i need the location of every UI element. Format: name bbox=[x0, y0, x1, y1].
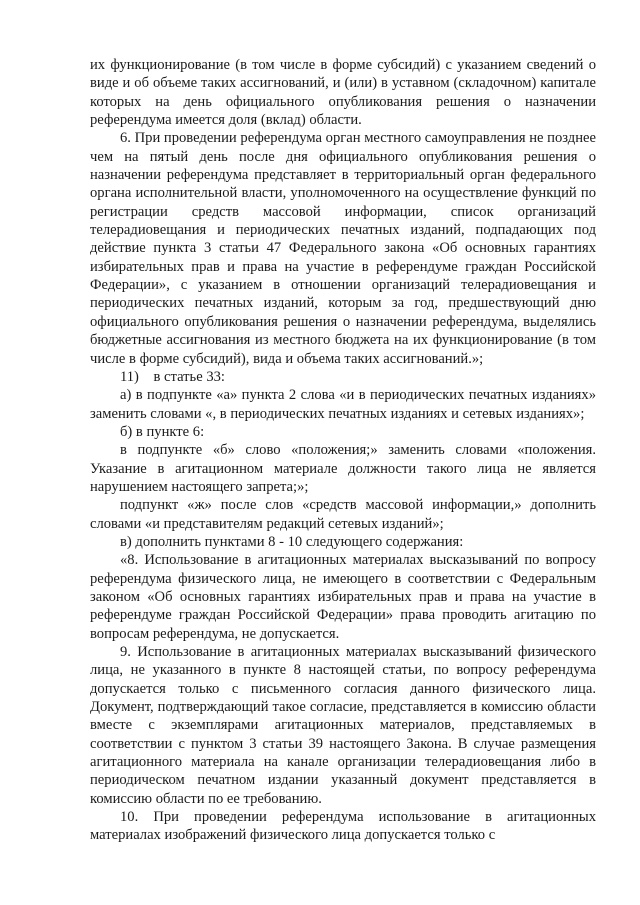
paragraph-new-item-9: 9. Использование в агитационных материалах высказываний физического лица, не указанного в пункте 8 настоящей статьи, по вопросу референдума допускается только с письменного согласия данного физического лица. Документ, подтверждающий такое согласие, представляется в комиссию области вместе с экземплярами агитационных материалов, представляемых в соответствии с пунктом 3 статьи 39 настоящего Закона. В случае размещения агитационного материала на канале организации телерадиовещания либо в периодическом печатном издании указанный документ представляется в комиссию области по ее требованию. bbox=[90, 644, 596, 807]
paragraph-new-item-8: «8. Использование в агитационных материалах высказываний по вопросу референдума физического лица, не имеющего в соответствии с Федеральным законом «Об основных гарантиях избирательных прав и права на участие в референдуме граждан Российской Федерации» права проводить агитацию по вопросам референдума, не допускается. bbox=[90, 552, 596, 642]
paragraph-subpoint-zh-change: подпункт «ж» после слов «средств массовой информации,» дополнить словами «и представителям редакций сетевых изданий»; bbox=[90, 497, 596, 532]
paragraph-item-6: 6. При проведении референдума орган местного самоуправления не позднее чем на пятый день после дня официального опубликования решения о назначении референдума представляет в территориальный орган федерального органа исполнительной власти, уполномоченного на осуществление функций по регистрации средств массовой информации, список организаций телерадиовещания и периодических печатных изданий, подпадающих под действие пункта 3 статьи 47 Федерального закона «Об основных гарантиях избирательных прав и права на участие в референдуме граждан Российской Федерации», с указанием в отношении организаций телерадиовещания и периодических печатных изданий, которым за год, предшествующий дню официального опубликования решения о назначении референдума, выделялись бюджетные ассигнования из местного бюджета на их функционирование (в том числе в форме субсидий), вида и объема таких ассигнований.»; bbox=[90, 130, 596, 367]
paragraph-subpoint-b-change: в подпункте «б» слово «положения;» заменить словами «положения. Указание в агитационном материале должности такого лица не является нарушением настоящего запрета;»; bbox=[90, 442, 596, 495]
paragraph-subitem-a: а) в подпункте «а» пункта 2 слова «и в периодических печатных изданиях» заменить словами «, в периодических печатных изданиях и сетевых изданиях»; bbox=[90, 387, 596, 422]
paragraph-subitem-b: б) в пункте 6: bbox=[120, 423, 205, 440]
paragraph-new-item-10: 10. При проведении референдума использование в агитационных материалах изображений физического лица допускается только с bbox=[90, 809, 596, 844]
paragraph-subitem-v: в) дополнить пунктами 8 - 10 следующего содержания: bbox=[120, 533, 464, 550]
paragraph-item-11: 11) в статье 33: bbox=[120, 368, 225, 385]
paragraph-continuation: их функционирование (в том числе в форме субсидий) с указанием сведений о виде и об объеме таких ассигнований, и (или) в уставном (складочном) капитале которых на день официального опубликования решения о назначении референдума имеется доля (вклад) области. bbox=[90, 57, 596, 129]
